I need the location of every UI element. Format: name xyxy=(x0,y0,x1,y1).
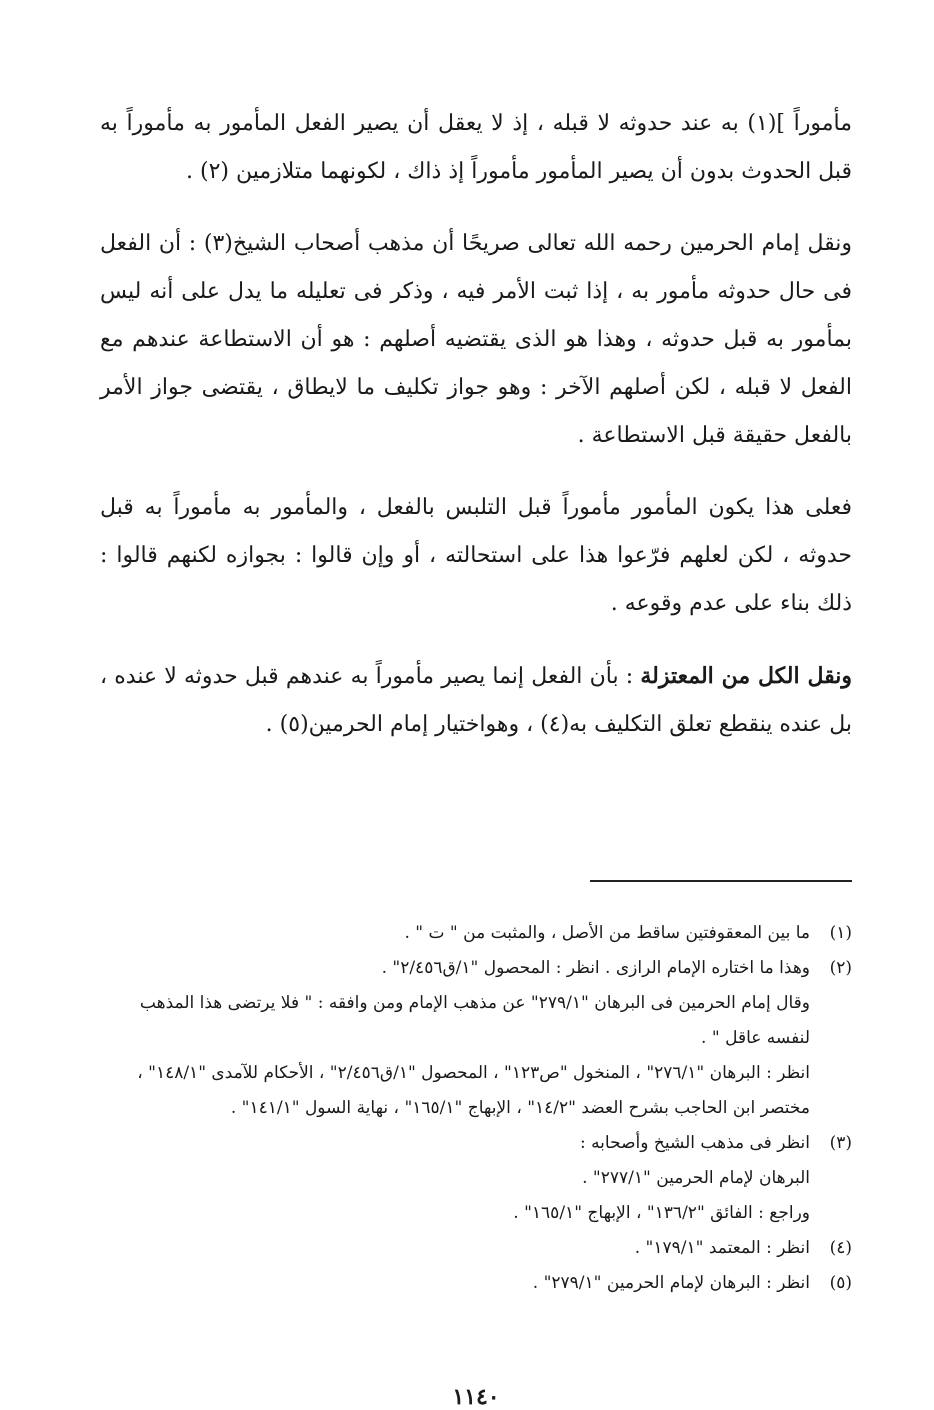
footnote-number: (٣) xyxy=(829,1133,852,1153)
page-number: ١١٤٠ xyxy=(452,1384,500,1410)
paragraph-2: ونقل إمام الحرمين رحمه الله تعالى صريحًا أن مذهب أصحاب الشيخ(٣) : أن الفعل فى حال حدوثه مأمور به ، إذا ثبت الأمر فيه ، وذكر فى تعليله ما يدل على أنه ليس بمأمور به قبل حدوثه ، وهذا هو الذى يقتضيه أصلهم : هو أن الاستطاعة عندهم مع الفعل لا قبله ، لكن أصلهم الآخر : وهو جواز تكليف ما لايطاق ، يقتضى جواز الأمر بالفعل حقيقة قبل الاستطاعة . xyxy=(100,231,852,448)
paragraph-4-lead: ونقل الكل من المعتزلة xyxy=(640,663,852,689)
paragraph-4 xyxy=(100,652,852,749)
footnote-separator xyxy=(590,880,852,882)
footnote-text: انظر : البرهان لإمام الحرمين "٢٧٩/١" . xyxy=(532,1273,810,1293)
footnote-text: وقال إمام الحرمين فى البرهان "٢٧٩/١" عن مذهب الإمام ومن وافقه : " فلا يرتضى هذا المذهب لنفسه عاقل " . xyxy=(139,993,810,1048)
footnote-5 xyxy=(100,1266,852,1301)
main-text xyxy=(100,100,852,749)
footnote-text: انظر : المعتمد "١٧٩/١" . xyxy=(634,1238,810,1258)
footnote-3 xyxy=(100,1126,852,1231)
footnote-number: (١) xyxy=(829,923,852,943)
paragraph-1: مأموراً ](١) به عند حدوثه لا قبله ، إذ لا يعقل أن يصير الفعل المأمور به مأموراً به قبل الحدوث بدون أن يصير المأمور مأموراً إذ ذاك ، لكونهما متلازمين (٢) . xyxy=(100,111,852,184)
footnote-number: (٥) xyxy=(829,1273,852,1293)
footnote-text: ما بين المعقوفتين ساقط من الأصل ، والمثبت من " ت " . xyxy=(404,923,810,943)
footnote-text: انظر فى مذهب الشيخ وأصحابه : xyxy=(579,1133,810,1153)
footnote-text: وراجع : الفائق "١٣٦/٢" ، الإبهاج "١٦٥/١" . xyxy=(513,1203,810,1223)
footnote-text: انظر : البرهان "٢٧٦/١" ، المنخول "ص١٢٣" ، المحصول "١/ق٢/٤٥٦" ، الأحكام للآمدى "١٤٨/١" ، مختصر ابن الحاجب بشرح العضد "١٤/٢" ، الإبهاج "١٦٥/١" ، نهاية السول "١٤١/١" . xyxy=(137,1063,810,1118)
paragraph-3: فعلى هذا يكون المأمور مأموراً قبل التلبس بالفعل ، والمأمور به مأموراً به قبل حدوثه ، لكن لعلهم فرّعوا هذا على استحالته ، أو وإن قالوا : بجوازه لكنهم قالوا : ذلك بناء على عدم وقوعه . xyxy=(100,495,852,616)
footnotes xyxy=(100,916,852,1301)
paragraph-4-rest: : بأن الفعل إنما يصير مأموراً به عندهم قبل حدوثه لا عنده ، بل عنده ينقطع تعلق التكليف به(٤) ، وهواختيار إمام الحرمين(٥) . xyxy=(100,664,852,737)
footnote-2 xyxy=(100,951,852,1126)
footnote-1 xyxy=(100,916,852,951)
footnote-text: البرهان لإمام الحرمين "٢٧٧/١" . xyxy=(582,1168,810,1188)
footnote-text: وهذا ما اختاره الإمام الرازى . انظر : المحصول "١/ق٢/٤٥٦" . xyxy=(381,958,810,978)
footnote-number: (٤) xyxy=(829,1238,852,1258)
footnote-4 xyxy=(100,1231,852,1266)
footnote-number: (٢) xyxy=(829,958,852,978)
document-page xyxy=(100,100,852,1410)
